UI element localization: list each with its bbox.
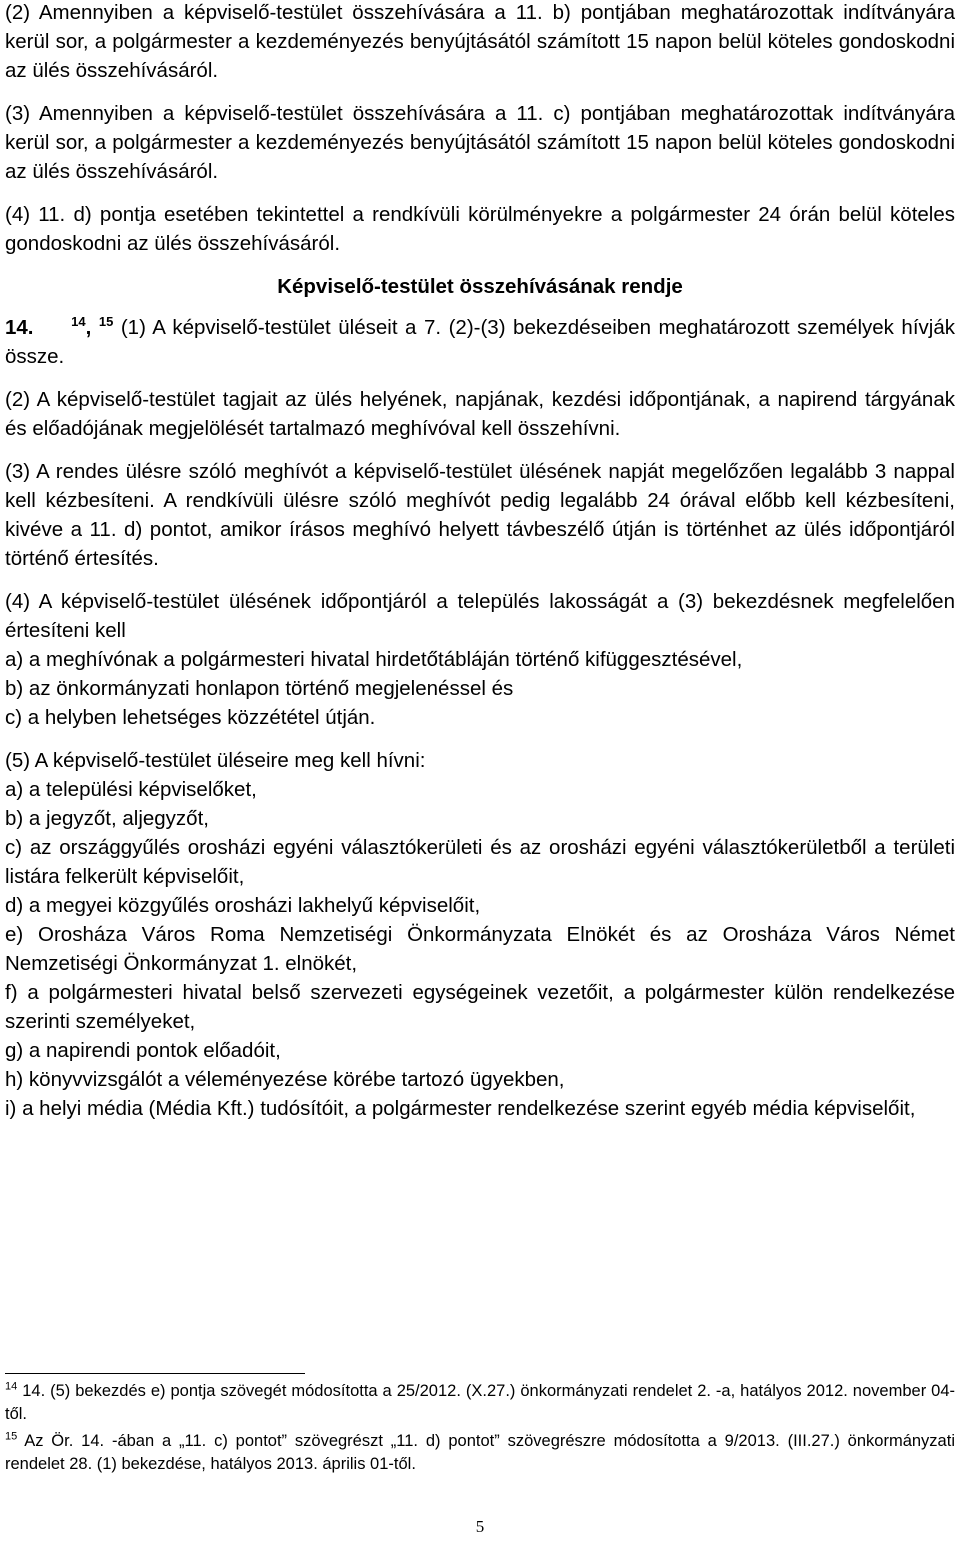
- list-item: c) az országgyűlés orosházi egyéni választókerületi és az orosházi egyéni választókerületből a területi listára felkerült képviselőit,: [5, 836, 955, 888]
- footnote-ref-15[interactable]: 15: [98, 314, 114, 330]
- list-item: d) a megyei közgyűlés orosházi lakhelyű képviselőit,: [5, 894, 481, 917]
- list-item: e) Orosháza Város Roma Nemzetiségi Önkormányzata Elnökét és az Orosháza Város Német Nemzetiségi Önkormányzat 1. elnökét,: [5, 923, 955, 975]
- list-item: i) a helyi média (Média Kft.) tudósítóit, a polgármester rendelkezése szerint egyéb média képviselőit,: [5, 1097, 916, 1120]
- list-item: g) a napirendi pontok előadóit,: [5, 1039, 281, 1062]
- list-item: c) a helyben lehetséges közzététel útján.: [5, 706, 376, 729]
- footnote-ref-14[interactable]: 14: [71, 314, 86, 330]
- paragraph-2-b: (2) Amennyiben a képviselő-testület összehívására a 11. b) pontjában meghatározottak indítványára kerül sor, a polgármester a kezdeményezés benyújtásától számított 15 napon belül köteles gondoskodni az ülés összehívásáról.: [5, 1, 955, 82]
- document-page: [5, 0, 955, 1137]
- footnote-text: 14. (5) bekezdés e) pontja szövegét módosította a 25/2012. (X.27.) önkormányzati rendelet 2. -a, hatályos 2012. november 04-től.: [5, 1382, 955, 1423]
- footnote-mark: 15: [5, 1430, 18, 1443]
- list-item: h) könyvvizsgálót a véleményezése körébe tartozó ügyekben,: [5, 1068, 565, 1091]
- section-heading: Képviselő-testület összehívásának rendje: [277, 275, 683, 298]
- list-item: a) a települési képviselőket,: [5, 778, 257, 801]
- footnote-divider: [5, 1373, 305, 1374]
- footnotes: [5, 1380, 955, 1480]
- footnote-text: Az Ör. 14. -ában a „11. c) pontot” szövegrészt „11. d) pontot” szövegrészre módosította a 9/2013. (III.27.) önkormányzati rendelet 28. (1) bekezdése, hatályos 2013. április 01-től.: [5, 1432, 955, 1473]
- section-14-paragraph-2: (2) A képviselő-testület tagjait az ülés helyének, napjának, kezdési időpontjának, a napirend tárgyának és előadójának megjelölését tartalmazó meghívóval kell összehívni.: [5, 388, 955, 440]
- list-item: f) a polgármesteri hivatal belső szervezeti egységeinek vezetőit, a polgármester külön rendelkezése szerinti személyeket,: [5, 981, 955, 1033]
- list-item: b) a jegyzőt, aljegyzőt,: [5, 807, 209, 830]
- section-14-paragraph-5: [5, 746, 955, 1123]
- list-item: b) az önkormányzati honlapon történő megjelenéssel és: [5, 677, 514, 700]
- footnote-mark: 14: [5, 1380, 18, 1393]
- section-sign: [41, 316, 64, 339]
- section-14-text: (1) A képviselő-testület üléseit a 7. (2)-(3) bekezdéseiben meghatározott személyek hívják össze.: [5, 316, 955, 368]
- paragraph-3-c: (3) Amennyiben a képviselő-testület összehívására a 11. c) pontjában meghatározottak indítványára kerül sor, a polgármester a kezdeményezés benyújtásától számított 15 napon belül köteles gondoskodni az ülés összehívásáról.: [5, 102, 955, 183]
- list-item: a) a meghívónak a polgármesteri hivatal hirdetőtábláján történő kifüggesztésével,: [5, 648, 743, 671]
- footnote-14: [5, 1380, 955, 1426]
- section-14-paragraph-4: [5, 587, 955, 732]
- section-14-paragraph-3: (3) A rendes ülésre szóló meghívót a képviselő-testület ülésének napját megelőzően legalább 3 nappal kell kézbesíteni. A rendkívüli ülésre szóló meghívót pedig legalább 24 órával előbb kell kézbesíteni, kivéve a 11. d) pontot, amikor írásos meghívó helyett távbeszélő útján is történhet az ülés időpontjáról történő értesítés.: [5, 460, 955, 570]
- section-14-paragraph-1: [5, 313, 955, 371]
- footnote-separator: ,: [85, 316, 92, 339]
- page-number: 5: [475, 1517, 485, 1536]
- paragraph-4-d: (4) 11. d) pontja esetében tekintettel a rendkívüli körülményekre a polgármester 24 órán belül köteles gondoskodni az ülés összehívásáról.: [5, 203, 955, 255]
- section-number: 14.: [5, 316, 34, 339]
- paragraph-4-intro: (4) A képviselő-testület ülésének időpontjáról a település lakosságát a (3) bekezdésnek megfelelően értesíteni kell: [5, 590, 955, 642]
- paragraph-5-intro: (5) A képviselő-testület üléseire meg kell hívni:: [5, 749, 426, 772]
- footnote-15: [5, 1430, 955, 1476]
